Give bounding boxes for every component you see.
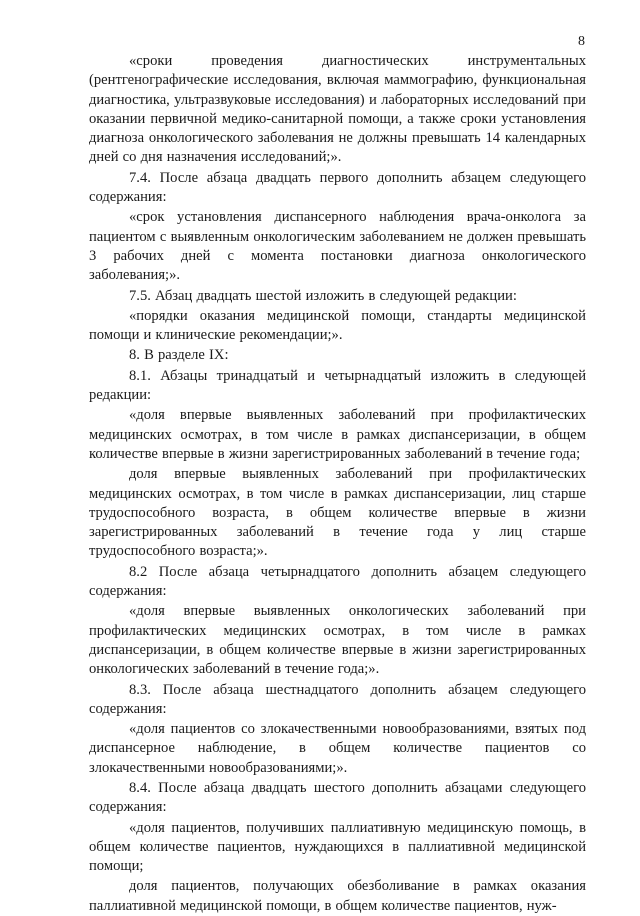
paragraph: «порядки оказания медицинской помощи, стандарты медицинской помощи и клинические рекомендации;». xyxy=(89,307,586,344)
paragraph: доля впервые выявленных заболеваний при профилактических медицинских осмотрах, в том числе в рамках диспансеризации, лиц старше трудоспособного возраста, в общем количестве впервые в жизни зарегистрированных заболеваний в течение года у лиц старше трудоспособного возраста;». xyxy=(89,466,586,560)
page-number: 8 xyxy=(578,34,585,49)
paragraph: «сроки проведения диагностических инструментальных (рентгенографические исследования, включая маммографию, функциональная диагностика, ультразвуковые исследования) и лабораторных исследований при оказании первичной медико-санитарной помощи, а также сроки установления диагноза онкологического заболевания не должны превышать 14 календарных дней со дня назначения исследований;». xyxy=(89,53,586,166)
paragraph: «доля пациентов со злокачественными новообразованиями, взятых под диспансерное наблюдение, в общем количестве пациентов со злокачественными новообразованиями;». xyxy=(89,721,586,776)
paragraph: «доля впервые выявленных заболеваний при профилактических медицинских осмотрах, в том числе в рамках диспансеризации, в общем количестве впервые в жизни зарегистрированных заболеваний в течение года; xyxy=(89,407,586,462)
paragraph: 8.3. После абзаца шестнадцатого дополнить абзацем следующего содержания: xyxy=(89,681,586,717)
paragraph: 8.2 После абзаца четырнадцатого дополнить абзацем следующего содержания: xyxy=(89,563,586,600)
document-body xyxy=(89,52,586,916)
paragraph: 8.1. Абзацы тринадцатый и четырнадцатый изложить в следующей редакции: xyxy=(89,367,586,404)
paragraph: 7.4. После абзаца двадцать первого дополнить абзацем следующего содержания: xyxy=(89,169,586,206)
paragraph: 8. В разделе IX: xyxy=(129,347,229,364)
paragraph: «срок установления диспансерного наблюдения врача-онколога за пациентом с выявленным онкологическим заболеванием не должен превышать 3 рабочих дней с момента постановки диагноза онкологического заболевания;». xyxy=(89,209,586,284)
paragraph: «доля пациентов, получивших паллиативную медицинскую помощь, в общем количестве пациентов, нуждающихся в паллиативной медицинской помощи; xyxy=(89,819,586,875)
paragraph: доля пациентов, получающих обезболивание в рамках оказания паллиативной медицинской помощи, в общем количестве пациентов, нуж- xyxy=(89,878,586,914)
paragraph: «доля впервые выявленных онкологических заболеваний при профилактических медицинских осмотрах, в том числе в рамках диспансеризации, в общем количестве впервые в жизни зарегистрированных онкологических заболеваний в течение года;». xyxy=(89,603,586,678)
paragraph: 8.4. После абзаца двадцать шестого дополнить абзацами следующего содержания: xyxy=(89,779,586,816)
paragraph: 7.5. Абзац двадцать шестой изложить в следующей редакции: xyxy=(129,287,517,304)
